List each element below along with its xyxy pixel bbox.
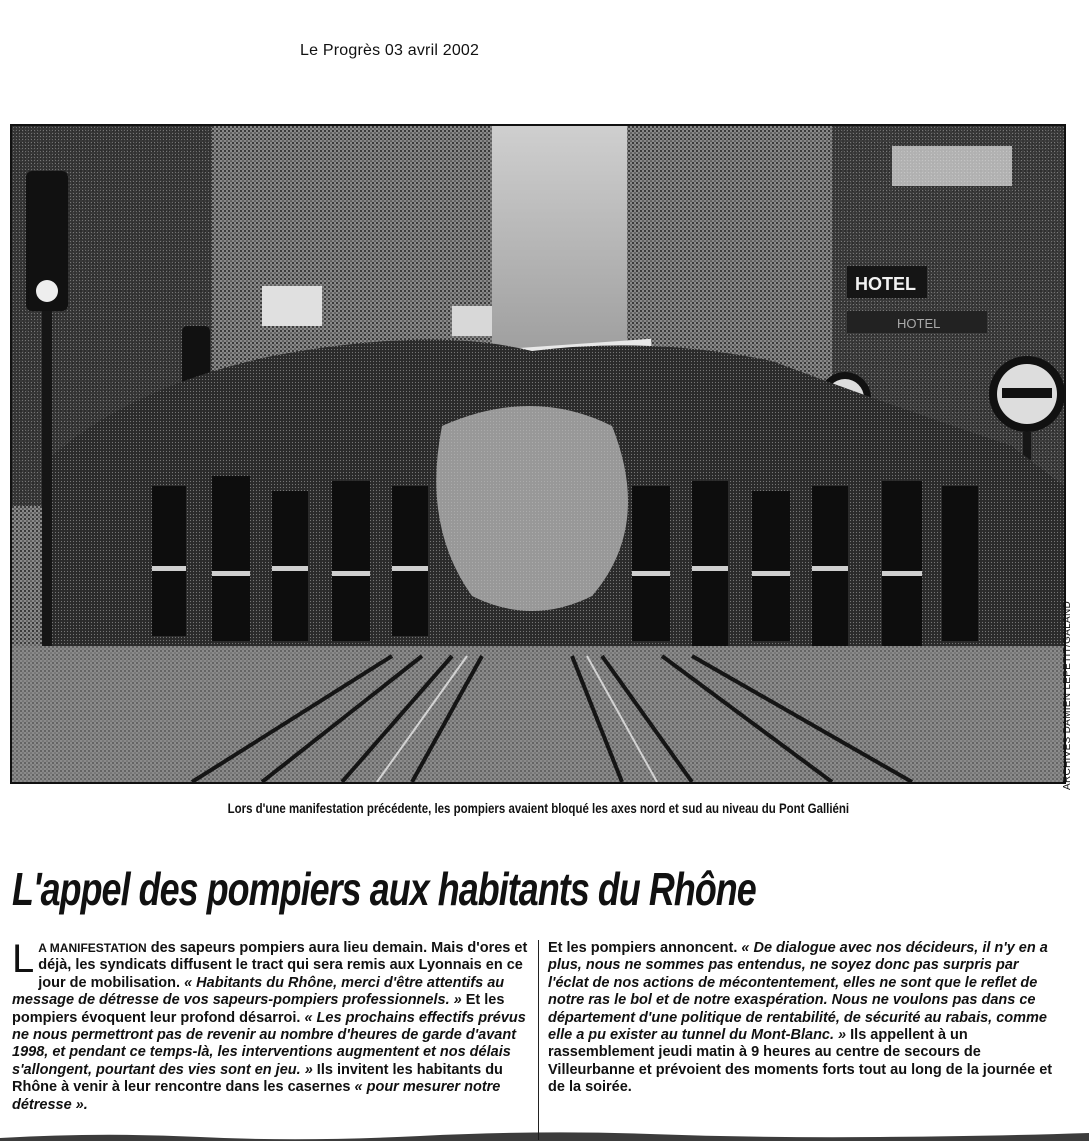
- paragraph-text: Ils invitent les habitants du Rhône à venir à leur rencontre dans les casernes: [12, 1061, 503, 1096]
- column-divider: [538, 940, 539, 1140]
- quote-text: « Habitants du Rhône, merci d'être attentifs au message de détresse de vos sapeurs-pompiers professionnels. »: [12, 974, 505, 1009]
- paragraph-text: Et les pompiers annoncent.: [548, 940, 742, 956]
- hotel-facade-text: HOTEL: [897, 316, 941, 331]
- paragraph-text: Ils appellent à un rassemblement jeudi matin à 9 heures au centre de secours de Villeurbanne et prévoient des moments forts tout au long de la journée et de la soirée.: [548, 1027, 1053, 1096]
- photo-caption: Lors d'une manifestation précédente, les pompiers avaient bloqué les axes nord et sud au niveau du Pont Galliéni: [227, 800, 850, 816]
- scan-edge-noise: [0, 1128, 1089, 1141]
- paragraph-text: Et les pompiers évoquent leur profond désarroi.: [12, 992, 505, 1026]
- article-headline: L'appel des pompiers aux habitants du Rhône: [12, 863, 756, 915]
- article-column-left: [12, 937, 532, 1114]
- source-line: Le Progrès 03 avril 2002: [300, 42, 480, 59]
- news-photo: [10, 124, 1066, 784]
- quote-text: « pour mesurer notre détresse ».: [12, 1079, 501, 1113]
- photo-credit: ARCHIVES DAMIEN LEPETIT/GALAND: [1062, 600, 1073, 790]
- hotel-sign-text: HOTEL: [855, 274, 916, 294]
- quote-text: « Les prochains effectifs prévus ne nous permettront pas de revenir au nombre d'heures de garde d'avant 1998, et pendant ce temps-là, les interventions augmentent et nos délais s'allongent, pourtant des vies sont en jeu. »: [12, 1009, 526, 1078]
- lead-in: A MANIFESTATION: [38, 941, 147, 955]
- paragraph-text: des sapeurs pompiers aura lieu demain. Mais d'ores et déjà, les syndicats diffusent le tract qui sera remis aux Lyonnais en ce jour de mobilisation.: [38, 940, 528, 991]
- quote-text: « De dialogue avec nos décideurs, il n'y en a plus, nous ne sommes pas entendus, ne soyez donc pas surpris par l'éclat de nos actions de mécontentement, elles ne sont que le reflet de notre ras le bol et de notre exaspération. Nous ne voulons pas dans ce département d'une politique de rentabilité, de sécurité au rabais, comme elle a pu exister au tunnel du Mont-Blanc. »: [548, 940, 1048, 1044]
- article-column-right: [548, 940, 1060, 1097]
- drop-cap: L: [12, 937, 35, 981]
